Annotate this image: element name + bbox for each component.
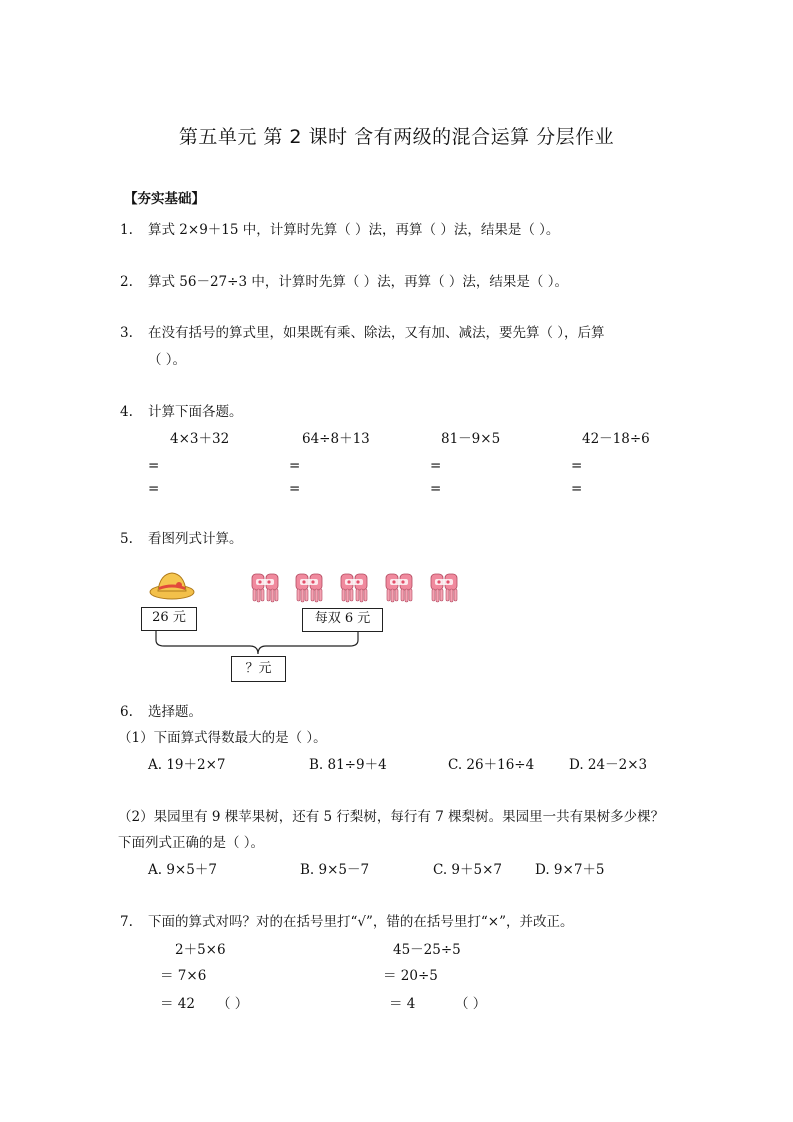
- q6-sub2-option-c: C. 9＋5×7: [433, 862, 503, 878]
- q7-left-line3: ＝ 42: [160, 996, 195, 1012]
- q7-right-line3: ＝ 4: [389, 996, 416, 1012]
- q4-text: 计算下面各题。: [148, 404, 243, 420]
- q4-eq-4b: =: [571, 481, 583, 497]
- q4-number: 4.: [120, 404, 133, 420]
- q4-eq-1b: =: [148, 481, 160, 497]
- q7-left-line2: ＝ 7×6: [160, 968, 207, 984]
- q6-sub2-option-a: A. 9×5＋7: [148, 862, 217, 878]
- q4-expr-1: 4×3＋32: [170, 431, 230, 447]
- q7-right-line1: 45－25÷5: [393, 942, 461, 958]
- q6-text: 选择题。: [148, 704, 202, 720]
- q4-eq-4a: =: [571, 458, 583, 474]
- q3-number: 3.: [120, 325, 133, 341]
- hat-price-box: 26 元: [141, 607, 197, 631]
- q7-right-answer-paren: （ ）: [455, 996, 487, 1012]
- q6-sub1-option-b: B. 81÷9＋4: [309, 757, 387, 773]
- q4-eq-3b: =: [430, 481, 442, 497]
- hat-icon: [148, 568, 196, 602]
- q6-sub2-option-d: D. 9×7＋5: [535, 862, 605, 878]
- q4-eq-1a: =: [148, 458, 160, 474]
- q7-right-line2: ＝ 20÷5: [383, 968, 438, 984]
- q4-expr-4: 42－18÷6: [582, 431, 650, 447]
- q7-left-line1: 2＋5×6: [175, 942, 226, 958]
- q7-text: 下面的算式对吗？对的在括号里打“√”，错的在括号里打“×”，并改正。: [148, 914, 574, 930]
- q5-text: 看图列式计算。: [148, 531, 243, 547]
- q6-sub2-option-b: B. 9×5－7: [300, 862, 370, 878]
- q4-expr-3: 81－9×5: [441, 431, 501, 447]
- q4-eq-2b: =: [289, 481, 301, 497]
- q6-sub1-option-c: C. 26＋16÷4: [448, 757, 535, 773]
- gloves-icon: [250, 570, 472, 606]
- q2-number: 2.: [120, 274, 133, 290]
- q5-number: 5.: [120, 531, 133, 547]
- q2-text: 算式 56－27÷3 中，计算时先算（ ）法，再算（ ）法，结果是（ ）。: [148, 274, 568, 290]
- q1-number: 1.: [120, 222, 133, 238]
- q4-eq-3a: =: [430, 458, 442, 474]
- q6-sub1-stem: （1）下面算式得数最大的是（ ）。: [118, 730, 327, 746]
- q6-sub1-option-d: D. 24－2×3: [569, 757, 648, 773]
- q7-left-answer-paren: （ ）: [217, 996, 249, 1012]
- q3-line2: （ ）。: [148, 352, 187, 368]
- q7-number: 7.: [120, 914, 133, 930]
- glove-price-box: 每双 6 元: [302, 608, 383, 632]
- q4-eq-2a: =: [289, 458, 301, 474]
- section-heading: 【夯实基础】: [124, 191, 205, 207]
- q6-sub2-stem-line2: 下面列式正确的是（ ）。: [118, 835, 265, 851]
- total-price-box: ？元: [231, 656, 286, 682]
- q6-sub1-option-a: A. 19＋2×7: [148, 757, 226, 773]
- q6-number: 6.: [120, 704, 133, 720]
- q6-sub2-stem-line1: （2）果园里有 9 棵苹果树，还有 5 行梨树，每行有 7 棵梨树。果园里一共有果树多少棵？: [118, 809, 665, 825]
- page-title: 第五单元 第 2 课时 含有两级的混合运算 分层作业: [178, 126, 615, 148]
- q1-text: 算式 2×9＋15 中，计算时先算（ ）法，再算（ ）法，结果是（ ）。: [148, 222, 560, 238]
- q3-line1: 在没有括号的算式里，如果既有乘、除法，又有加、减法，要先算（ ），后算: [148, 325, 605, 341]
- q4-expr-2: 64÷8＋13: [302, 431, 370, 447]
